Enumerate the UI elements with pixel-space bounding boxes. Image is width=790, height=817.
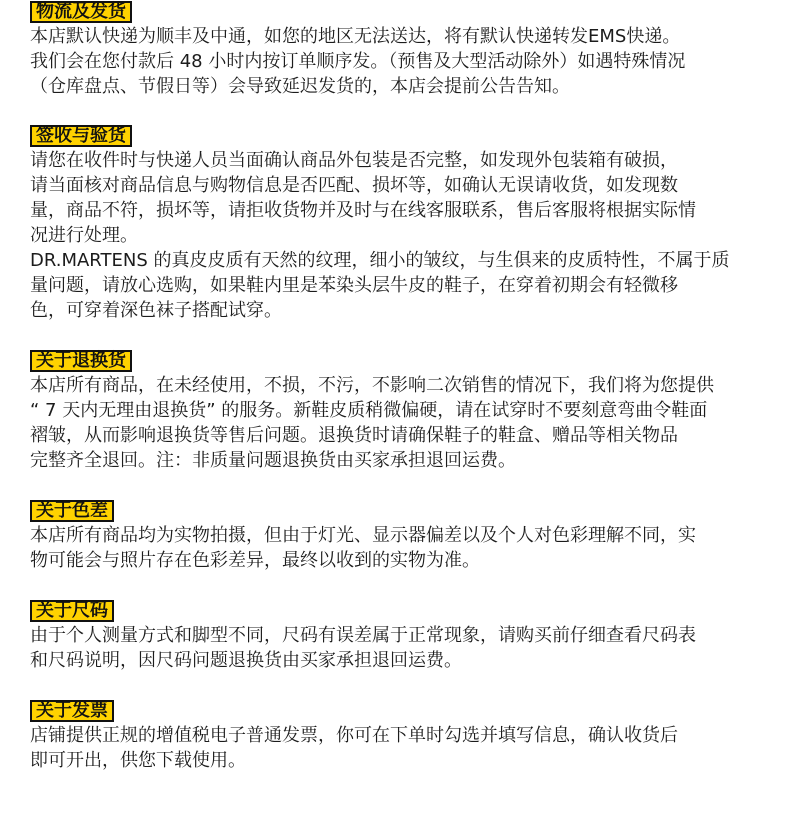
- section-color-difference: [30, 500, 770, 573]
- section-heading: 关于尺码: [30, 600, 114, 622]
- section-heading: 关于色差: [30, 500, 114, 522]
- section-body: [30, 523, 770, 573]
- paragraph-line: 完整齐全退回。注：非质量问题退换货由买家承担退回运费。: [30, 450, 516, 471]
- section-heading: 物流及发货: [30, 1, 132, 23]
- paragraph-line: 物可能会与照片存在色彩差异，最终以收到的实物为准。: [30, 550, 480, 571]
- paragraph-line: 本店默认快递为顺丰及中通，如您的地区无法送达，将有默认快递转发EMS快递。: [30, 26, 681, 47]
- paragraph-line: 和尺码说明，因尺码问题退换货由买家承担退回运费。: [30, 650, 462, 671]
- section-heading: 关于退换货: [30, 350, 132, 372]
- paragraph-line: 我们会在您付款后 48 小时内按订单顺序发。（预售及大型活动除外）如遇特殊情况: [30, 51, 686, 72]
- paragraph-line: 褶皱，从而影响退换货等售后问题。退换货时请确保鞋子的鞋盒、赠品等相关物品: [30, 425, 678, 446]
- section-body: [30, 723, 770, 773]
- paragraph-line: 请您在收件时与快递人员当面确认商品外包装是否完整，如发现外包装箱有破损，: [30, 150, 678, 171]
- paragraph-line: 况进行处理。: [30, 225, 138, 246]
- section-shipping: [30, 1, 770, 99]
- paragraph-line: 由于个人测量方式和脚型不同，尺码有误差属于正常现象，请购买前仔细查看尺码表: [30, 625, 696, 646]
- section-body: [30, 148, 770, 323]
- section-invoice: [30, 700, 770, 773]
- paragraph-line: 请当面核对商品信息与购物信息是否匹配、损坏等，如确认无误请收货，如发现数: [30, 175, 678, 196]
- section-heading: 签收与验货: [30, 125, 132, 147]
- paragraph-line: 本店所有商品均为实物拍摄，但由于灯光、显示器偏差以及个人对色彩理解不同，实: [30, 525, 696, 546]
- section-receipt-inspection: [30, 125, 770, 323]
- paragraph-line: 量问题，请放心选购，如果鞋内里是苯染头层牛皮的鞋子，在穿着初期会有轻微移: [30, 275, 678, 296]
- section-body: [30, 623, 770, 673]
- section-body: [30, 24, 770, 99]
- paragraph-line: DR.MARTENS 的真皮皮质有天然的纹理，细小的皱纹，与生俱来的皮质特性，不属于质: [30, 250, 730, 271]
- paragraph-line: （仓库盘点、节假日等）会导致延迟发货的，本店会提前公告告知。: [30, 76, 570, 97]
- section-body: [30, 373, 770, 473]
- paragraph-line: 色，可穿着深色袜子搭配试穿。: [30, 300, 282, 321]
- paragraph-line: 量，商品不符，损坏等，请拒收货物并及时与在线客服联系，售后客服将根据实际情: [30, 200, 696, 221]
- paragraph-line: 即可开出，供您下载使用。: [30, 750, 246, 771]
- paragraph-line: 店铺提供正规的增值税电子普通发票，你可在下单时勾选并填写信息，确认收货后: [30, 725, 678, 746]
- section-sizing: [30, 600, 770, 673]
- paragraph-line: 本店所有商品，在未经使用，不损，不污，不影响二次销售的情况下，我们将为您提供: [30, 375, 714, 396]
- section-heading: 关于发票: [30, 700, 114, 722]
- section-returns: [30, 350, 770, 473]
- paragraph-line: “ 7 天内无理由退换货” 的服务。新鞋皮质稍微偏硬，请在试穿时不要刻意弯曲令鞋面: [30, 400, 708, 421]
